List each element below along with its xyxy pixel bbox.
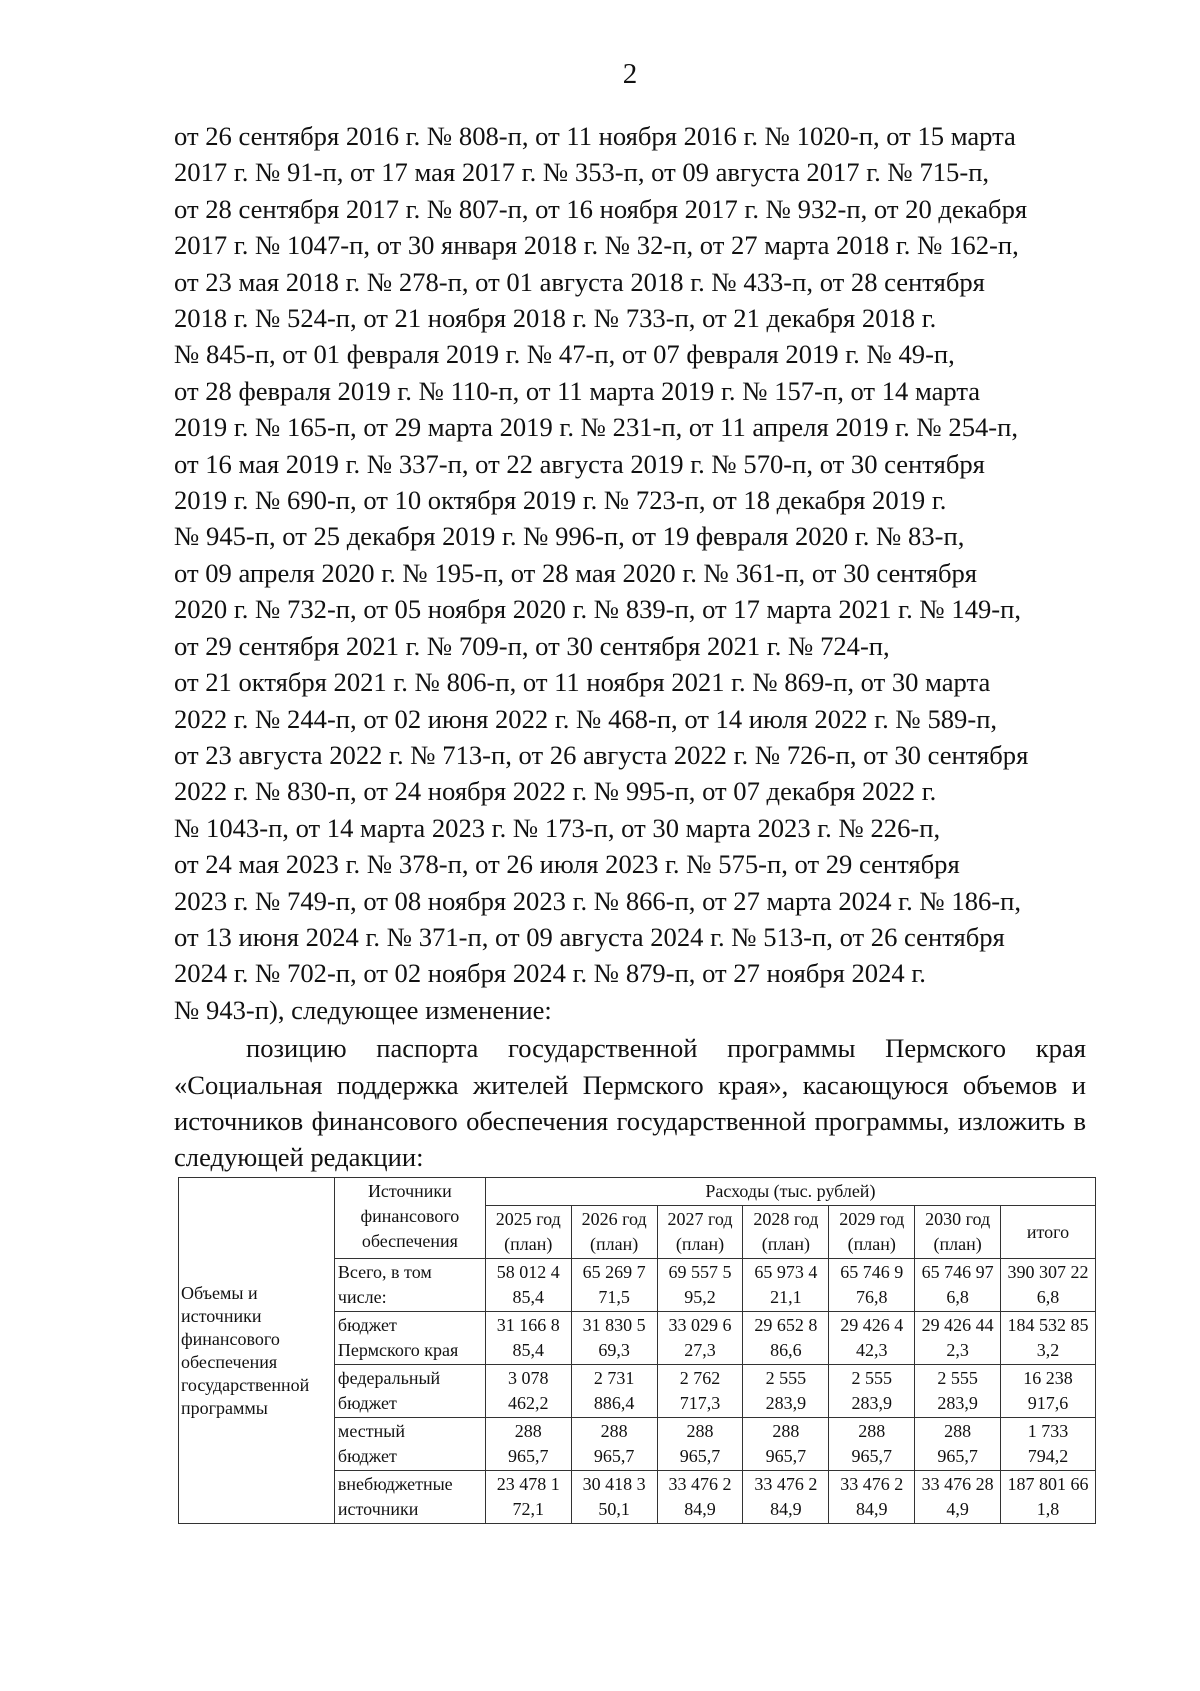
text-line: 2023 г. № 749-п, от 08 ноября 2023 г. № 866-п, от 27 марта 2024 г. № 186-п, [174, 885, 1022, 916]
total-cell: 16 238 917,6 [1001, 1365, 1096, 1418]
text-line: 2017 г. № 1047-п, от 30 января 2018 г. № 32-п, от 27 марта 2018 г. № 162-п, [174, 230, 1019, 261]
total-cell: 1 733 794,2 [1001, 1418, 1096, 1471]
text-line: от 26 сентября 2016 г. № 808-п, от 11 ноября 2016 г. № 1020-п, от 15 марта [174, 121, 1016, 151]
value-cell: 2 555 283,9 [743, 1365, 829, 1418]
text-line: от 29 сентября 2021 г. № 709-п, от 30 сентября 2021 г. № 724-п, [174, 630, 890, 661]
value-cell: 288 965,7 [915, 1418, 1001, 1471]
value-cell: 33 029 6 27,3 [657, 1312, 743, 1365]
year-header-cell: 2029 год (план) [829, 1206, 915, 1259]
value-cell: 65 746 9 76,8 [829, 1259, 915, 1312]
value-cell: 288 965,7 [829, 1418, 915, 1471]
text-line: от 16 мая 2019 г. № 337-п, от 22 августа 2019 г. № 570-п, от 30 сентября [174, 448, 985, 479]
year-header-cell: 2027 год (план) [657, 1206, 743, 1259]
text-line: от 21 октября 2021 г. № 806-п, от 11 ноября 2021 г. № 869-п, от 30 марта [174, 667, 991, 698]
source-cell: местный бюджет [334, 1418, 485, 1471]
value-cell: 33 476 28 4,9 [915, 1471, 1001, 1524]
text-line: № 945-п, от 25 декабря 2019 г. № 996-п, от 19 февраля 2020 г. № 83-п, [174, 521, 965, 552]
financing-table [178, 1177, 1096, 1524]
total-cell: 184 532 85 3,2 [1001, 1312, 1096, 1365]
value-cell: 30 418 3 50,1 [571, 1471, 657, 1524]
value-cell: 31 830 5 69,3 [571, 1312, 657, 1365]
year-header-cell: 2026 год (план) [571, 1206, 657, 1259]
value-cell: 29 426 44 2,3 [915, 1312, 1001, 1365]
value-cell: 2 555 283,9 [915, 1365, 1001, 1418]
value-cell: 288 965,7 [571, 1418, 657, 1471]
text-line: № 1043-п, от 14 марта 2023 г. № 173-п, от 30 марта 2023 г. № 226-п, [174, 812, 941, 843]
text-line-last: № 943-п), следующее изменение: [174, 994, 552, 1025]
text-line: № 845-п, от 01 февраля 2019 г. № 47-п, от 07 февраля 2019 г. № 49-п, [174, 339, 955, 370]
page-number: 2 [622, 58, 638, 90]
text-line: 2019 г. № 165-п, от 29 марта 2019 г. № 231-п, от 11 апреля 2019 г. № 254-п, [174, 412, 1019, 443]
text-line: от 28 февраля 2019 г. № 110-п, от 11 марта 2019 г. № 157-п, от 14 марта [174, 375, 981, 406]
value-cell: 33 476 2 84,9 [657, 1471, 743, 1524]
value-cell: 3 078 462,2 [485, 1365, 571, 1418]
document-body [174, 118, 1086, 1176]
total-cell: 390 307 22 6,8 [1001, 1259, 1096, 1312]
source-cell: федеральный бюджет [334, 1365, 485, 1418]
text-line: от 28 сентября 2017 г. № 807-п, от 16 ноября 2017 г. № 932-п, от 20 декабря [174, 193, 1028, 224]
value-cell: 29 426 4 42,3 [829, 1312, 915, 1365]
source-cell: Всего, в том числе: [334, 1259, 485, 1312]
amendments-paragraph [174, 118, 1086, 1028]
source-cell: бюджет Пермского края [334, 1312, 485, 1365]
value-cell: 69 557 5 95,2 [657, 1259, 743, 1312]
text-line: 2017 г. № 91-п, от 17 мая 2017 г. № 353-п, от 09 августа 2017 г. № 715-п, [174, 157, 990, 188]
value-cell: 29 652 8 86,6 [743, 1312, 829, 1365]
year-header-cell: 2025 год (план) [485, 1206, 571, 1259]
text-line: 2019 г. № 690-п, от 10 октября 2019 г. № 723-п, от 18 декабря 2019 г. [174, 485, 947, 516]
text-line: от 23 августа 2022 г. № 713-п, от 26 августа 2022 г. № 726-п, от 30 сентября [174, 739, 1029, 770]
value-cell: 58 012 4 85,4 [485, 1259, 571, 1312]
text-line: от 24 мая 2023 г. № 378-п, от 26 июля 2023 г. № 575-п, от 29 сентября [174, 849, 960, 880]
year-header-cell: 2028 год (план) [743, 1206, 829, 1259]
text-line: от 09 апреля 2020 г. № 195-п, от 28 мая 2020 г. № 361-п, от 30 сентября [174, 557, 978, 588]
text-line: 2020 г. № 732-п, от 05 ноября 2020 г. № 839-п, от 17 марта 2021 г. № 149-п, [174, 594, 1022, 625]
text-line: от 23 мая 2018 г. № 278-п, от 01 августа 2018 г. № 433-п, от 28 сентября [174, 266, 985, 297]
row-header-cell: Объемы и источники финансового обеспечения государственной программы [179, 1178, 335, 1524]
year-header-cell: 2030 год (план) [915, 1206, 1001, 1259]
expenses-header-cell: Расходы (тыс. рублей) [485, 1178, 1095, 1206]
value-cell: 288 965,7 [485, 1418, 571, 1471]
value-cell: 2 731 886,4 [571, 1365, 657, 1418]
value-cell: 23 478 1 72,1 [485, 1471, 571, 1524]
text-line: от 13 июня 2024 г. № 371-п, от 09 августа 2024 г. № 513-п, от 26 сентября [174, 921, 1005, 952]
table-header-row [179, 1178, 1096, 1206]
source-cell: внебюджетные источники [334, 1471, 485, 1524]
value-cell: 288 965,7 [743, 1418, 829, 1471]
total-header-cell: итого [1001, 1206, 1096, 1259]
value-cell: 31 166 8 85,4 [485, 1312, 571, 1365]
text-line: 2022 г. № 830-п, от 24 ноября 2022 г. № 995-п, от 07 декабря 2022 г. [174, 776, 937, 807]
value-cell: 2 555 283,9 [829, 1365, 915, 1418]
value-cell: 288 965,7 [657, 1418, 743, 1471]
value-cell: 65 973 4 21,1 [743, 1259, 829, 1312]
total-cell: 187 801 66 1,8 [1001, 1471, 1096, 1524]
value-cell: 65 746 97 6,8 [915, 1259, 1001, 1312]
sources-header-cell: Источники финансового обеспечения [334, 1178, 485, 1259]
instruction-paragraph: позицию паспорта государственной программы Пермского края «Социальная поддержка жителей Пермского края», касающуюся объемов и источников финансового обеспечения государственной программы, изложить в следующей редакции: [174, 1033, 1086, 1173]
value-cell: 33 476 2 84,9 [829, 1471, 915, 1524]
value-cell: 2 762 717,3 [657, 1365, 743, 1418]
value-cell: 65 269 7 71,5 [571, 1259, 657, 1312]
value-cell: 33 476 2 84,9 [743, 1471, 829, 1524]
text-line: 2018 г. № 524-п, от 21 ноября 2018 г. № 733-п, от 21 декабря 2018 г. [174, 303, 937, 334]
text-line: 2024 г. № 702-п, от 02 ноября 2024 г. № 879-п, от 27 ноября 2024 г. [174, 958, 926, 989]
text-line: 2022 г. № 244-п, от 02 июня 2022 г. № 468-п, от 14 июля 2022 г. № 589-п, [174, 703, 998, 734]
